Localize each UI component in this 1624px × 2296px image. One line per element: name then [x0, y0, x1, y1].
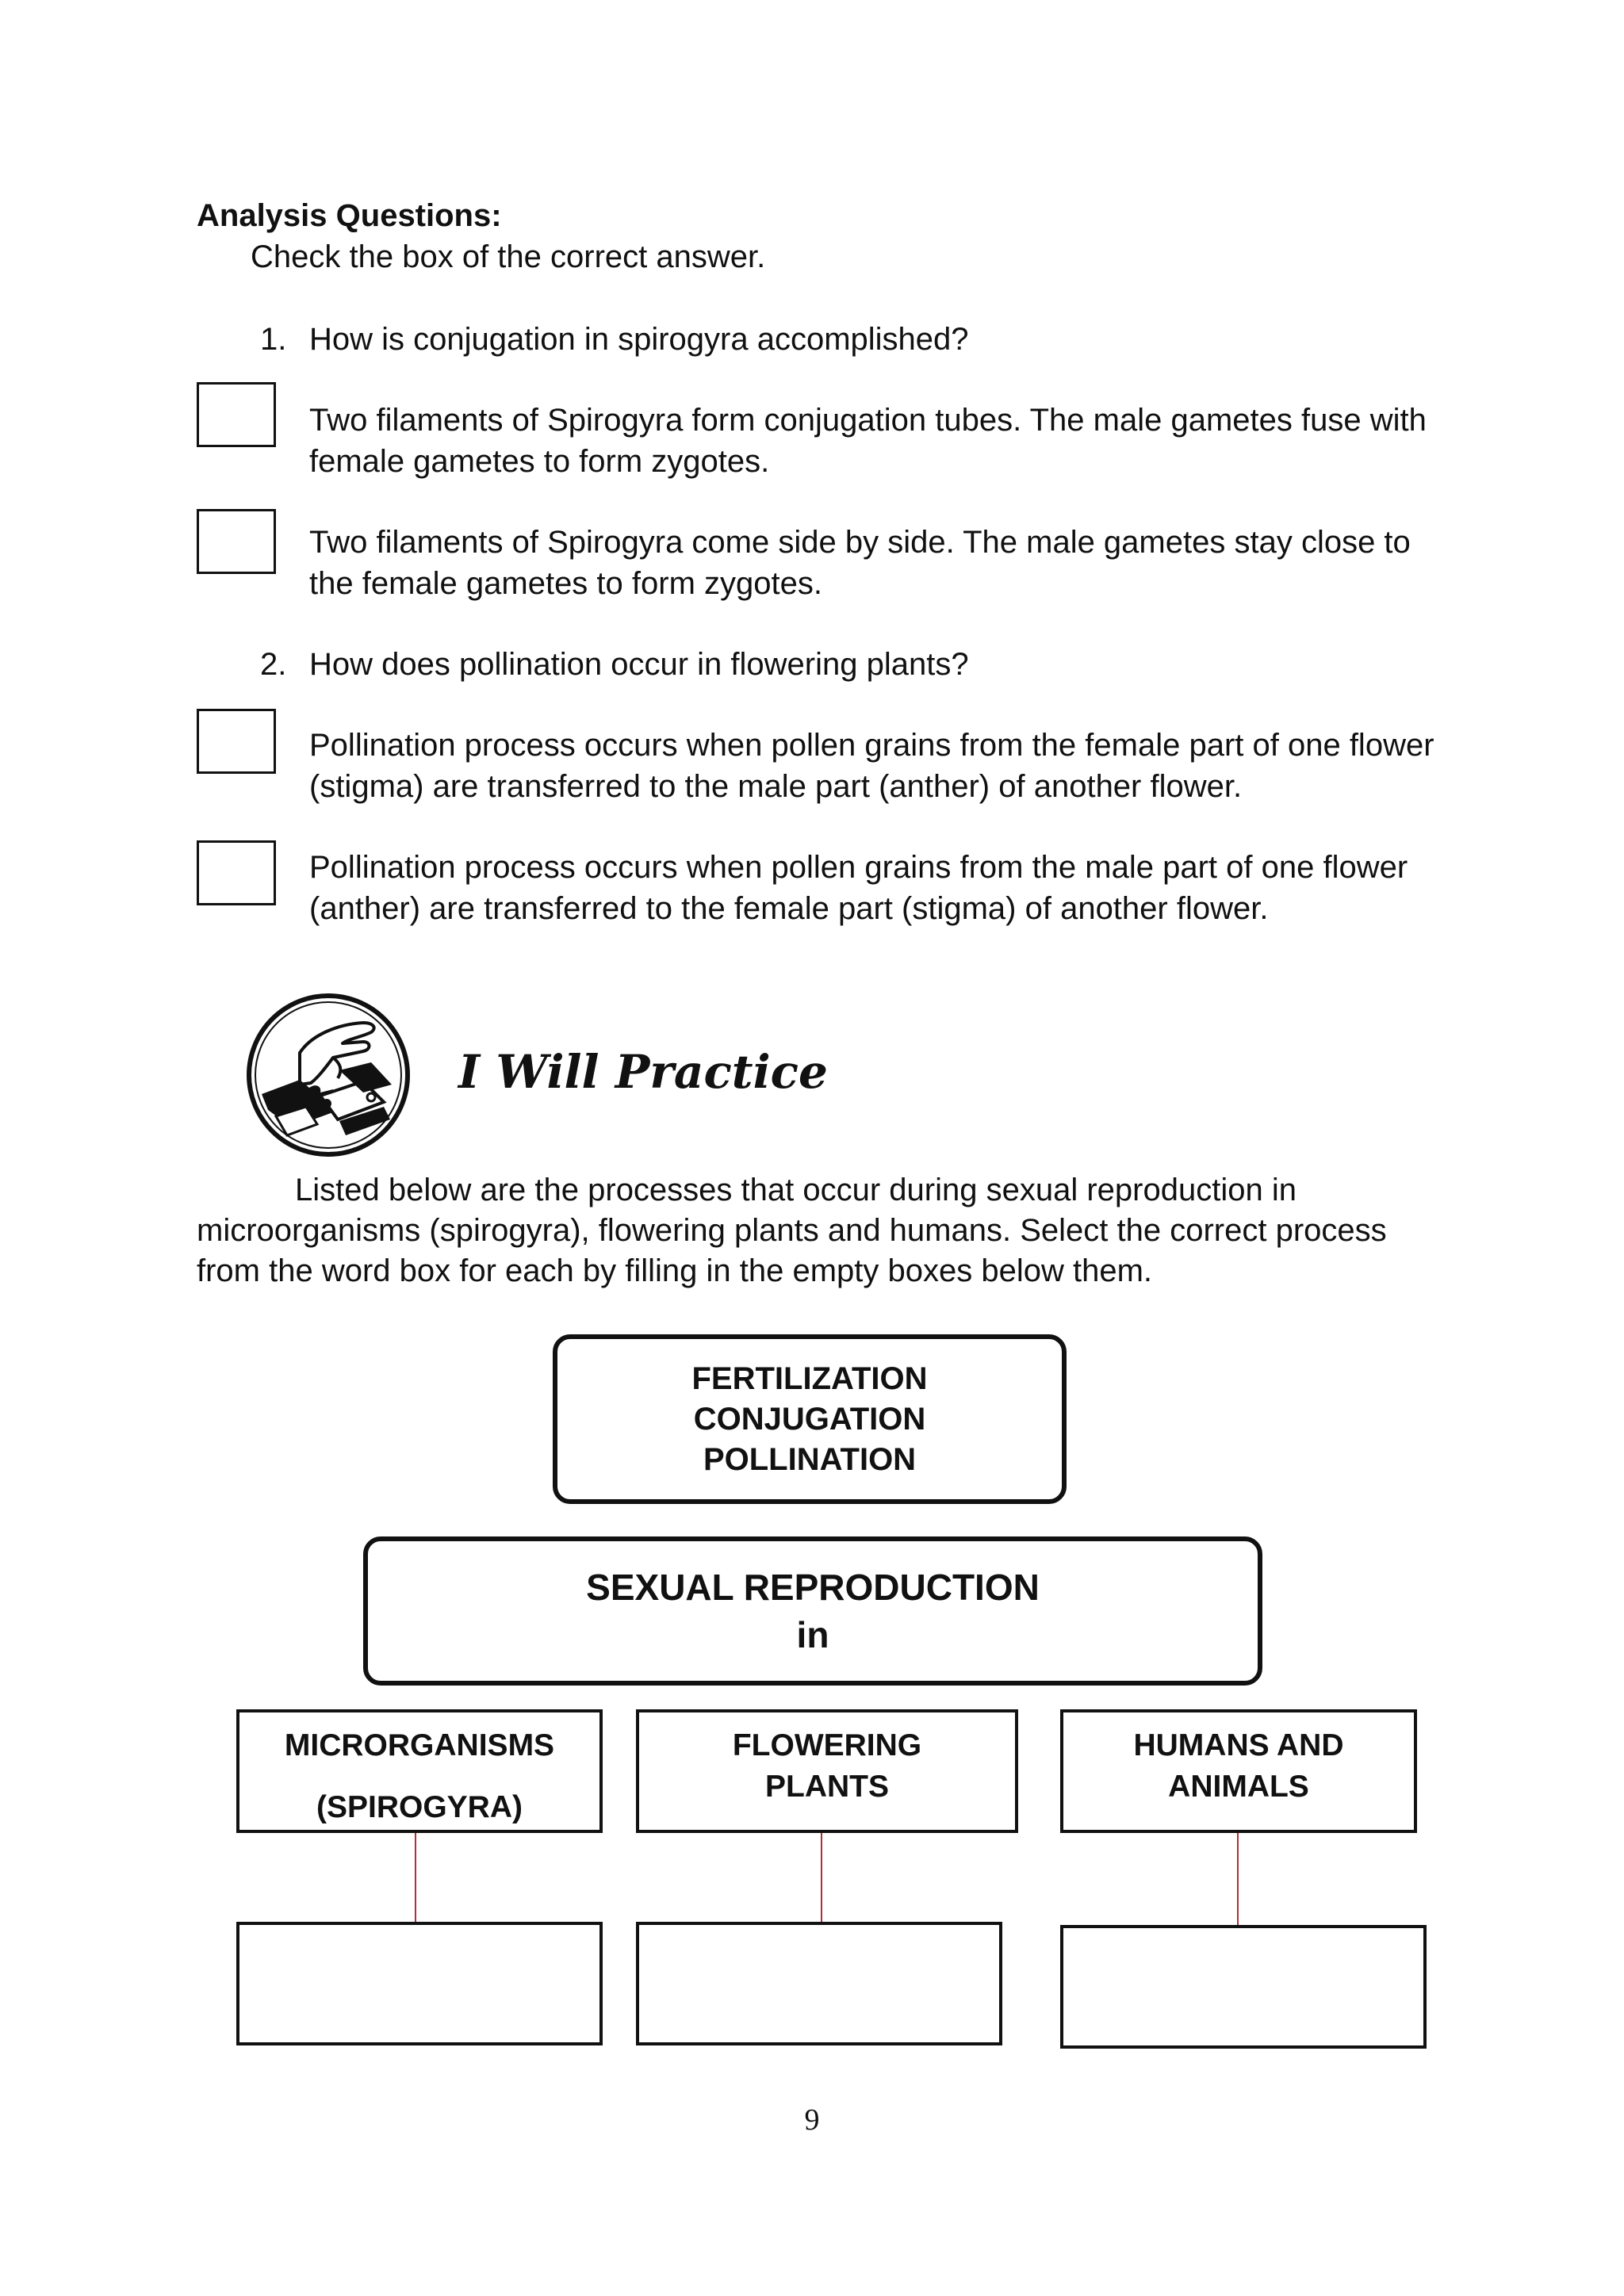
diagram-title-line2: in	[796, 1614, 829, 1655]
analysis-heading: Analysis Questions:	[197, 198, 502, 233]
practice-intro	[197, 1170, 1450, 1292]
category-flowering-plants-line1: FLOWERING	[732, 1728, 922, 1762]
question-1-text: How is conjugation in spirogyra accomplished?	[309, 322, 969, 357]
hand-puzzle-icon	[244, 991, 412, 1159]
category-humans-animals	[1060, 1709, 1417, 1833]
word-fertilization: FERTILIZATION	[691, 1360, 928, 1396]
question-1-option-a-text: Two filaments of Spirogyra form conjugation tubes. The male gametes fuse with female gametes to form zygotes.	[309, 403, 1427, 479]
question-2-option-a-checkbox[interactable]	[197, 709, 276, 774]
practice-title: I Will Practice	[458, 1045, 828, 1099]
question-2-option-b-text: Pollination process occurs when pollen grains from the male part of one flower (anther) are transferred to the female part (stigma) of another flower.	[309, 850, 1408, 926]
question-2-option-a-text: Pollination process occurs when pollen grains from the female part of one flower (stigma) are transferred to the male part (anther) of another flower.	[309, 728, 1434, 804]
word-box	[553, 1334, 1067, 1504]
question-1-option-b-text: Two filaments of Spirogyra come side by side. The male gametes stay close to the female gametes to form zygotes.	[309, 525, 1411, 601]
category-microorganisms	[236, 1709, 603, 1833]
analysis-instruction: Check the box of the correct answer.	[251, 239, 766, 274]
category-microorganisms-line1: MICRORGANISMS	[284, 1728, 555, 1762]
connector-line	[1237, 1833, 1239, 1925]
word-conjugation: CONJUGATION	[693, 1401, 926, 1437]
answer-box-microorganisms[interactable]	[236, 1922, 603, 2045]
category-flowering-plants-line2: PLANTS	[765, 1770, 889, 1804]
category-humans-animals-line2: ANIMALS	[1168, 1770, 1309, 1804]
question-2-text: How does pollination occur in flowering plants?	[309, 647, 969, 682]
answer-box-flowering-plants[interactable]	[636, 1922, 1002, 2045]
connector-line	[415, 1833, 416, 1923]
question-1-option-b-checkbox[interactable]	[197, 509, 276, 574]
question-2-option-b-checkbox[interactable]	[197, 840, 276, 905]
category-microorganisms-line2: (SPIROGYRA)	[316, 1790, 523, 1824]
question-1-number: 1.	[260, 322, 287, 357]
category-humans-animals-line1: HUMANS AND	[1133, 1728, 1344, 1762]
category-flowering-plants	[636, 1709, 1018, 1833]
question-2-number: 2.	[260, 647, 287, 682]
practice-intro-text: Listed below are the processes that occur during sexual reproduction in microorganisms (spirogyra), flowering plants and humans. Select the correct process from the word box for each by filling in the empty boxes below them.	[197, 1173, 1387, 1288]
answer-box-humans-animals[interactable]	[1060, 1925, 1427, 2049]
diagram-title-line1: SEXUAL REPRODUCTION	[586, 1567, 1040, 1608]
question-1-option-a-checkbox[interactable]	[197, 382, 276, 447]
page-number: 9	[804, 2103, 820, 2137]
word-pollination: POLLINATION	[703, 1441, 917, 1477]
sexual-reproduction-box	[363, 1536, 1262, 1686]
connector-line	[821, 1833, 822, 1923]
